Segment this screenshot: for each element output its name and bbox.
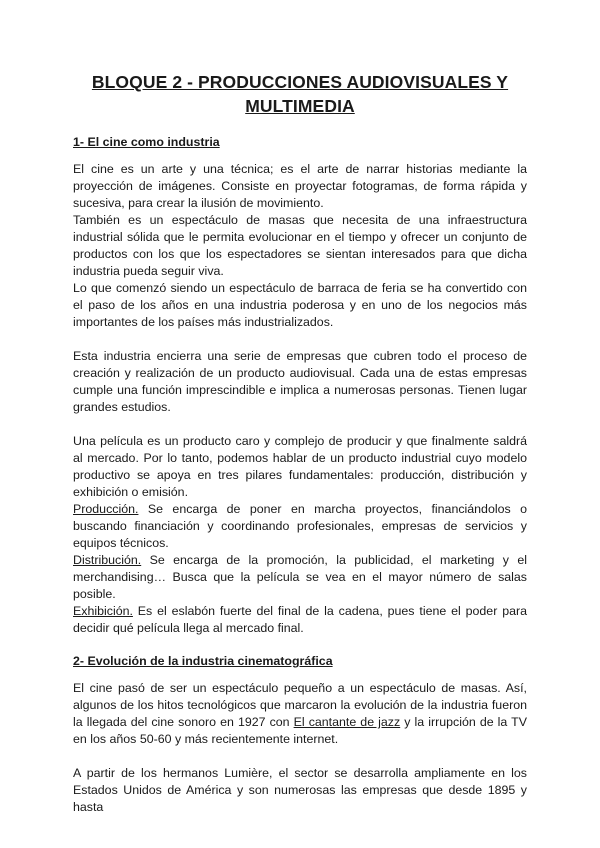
paragraph: A partir de los hermanos Lumière, el sector se desarrolla ampliamente en los Estados Unidos de América y son numerosas las empresas que desde 1895 y hasta bbox=[73, 766, 527, 814]
paragraph: También es un espectáculo de masas que necesita de una infraestructura industrial sólida que le permita evolucionar en el tiempo y ofrecer un conjunto de productos con los que los espectadores se sientan interesados para que dicha industria pueda seguir viva. bbox=[73, 213, 527, 278]
paragraph bbox=[73, 680, 527, 748]
paragraph: Esta industria encierra una serie de empresas que cubren todo el proceso de creación y realización de un producto audiovisual. Cada una de estas empresas cumple una función imprescindible e implica a numerosas personas. Tienen lugar grandes estudios. bbox=[73, 349, 527, 414]
exhibicion-label: Exhibición. bbox=[73, 604, 133, 618]
film-title-link: El cantante de jazz bbox=[293, 715, 401, 729]
distribucion-text: Se encarga de la promoción, la publicidad, el marketing y el merchandising… Busca que la película se vea en el mayor número de salas posible. bbox=[73, 553, 527, 601]
paragraph: Una película es un producto caro y complejo de producir y que finalmente saldrá al mercado. Por lo tanto, podemos hablar de un producto industrial cuyo modelo productivo se apoya en tres pilares fundamentales: producción, distribución y exhibición o emisión. bbox=[73, 434, 527, 499]
distribucion-paragraph bbox=[73, 552, 527, 603]
title-line-2: MULTIMEDIA bbox=[245, 96, 355, 116]
produccion-text: Se encarga de poner en marcha proyectos, financiándolos o buscando financiación y coordinando profesionales, empresas de servicios y equipos técnicos. bbox=[73, 502, 527, 550]
paragraph-text: El cine pasó de ser un espectáculo pequeño a un espectáculo de masas. Así, algunos de los hitos tecnológicos que marcaron la evolución de la industria fueron la llegada del cine sonoro en 1927 con bbox=[73, 681, 527, 729]
section-2-heading: 2- Evolución de la industria cinematográfica bbox=[73, 654, 333, 668]
title-line-1: BLOQUE 2 - PRODUCCIONES AUDIOVISUALES Y bbox=[91, 72, 509, 92]
document-title bbox=[73, 70, 527, 118]
paragraph: Lo que comenzó siendo un espectáculo de barraca de feria se ha convertido con el paso de los años en una industria poderosa y en uno de los negocios más importantes de los países más industrializados. bbox=[73, 281, 527, 329]
exhibicion-text: Es el eslabón fuerte del final de la cadena, pues tiene el poder para decidir qué película llega al mercado final. bbox=[73, 604, 527, 635]
produccion-paragraph bbox=[73, 501, 527, 552]
section-1-heading: 1- El cine como industria bbox=[73, 135, 220, 149]
produccion-label: Producción. bbox=[73, 502, 139, 516]
paragraph-text: y la irrupción de la TV en los años 50-60 y más recientemente internet. bbox=[73, 715, 527, 746]
distribucion-label: Distribución. bbox=[73, 553, 142, 567]
exhibicion-paragraph bbox=[73, 603, 527, 637]
paragraph: El cine es un arte y una técnica; es el arte de narrar historias mediante la proyección de imágenes. Consiste en proyectar fotogramas, de forma rápida y sucesiva, para crear la ilusión de movimiento. bbox=[73, 162, 527, 210]
